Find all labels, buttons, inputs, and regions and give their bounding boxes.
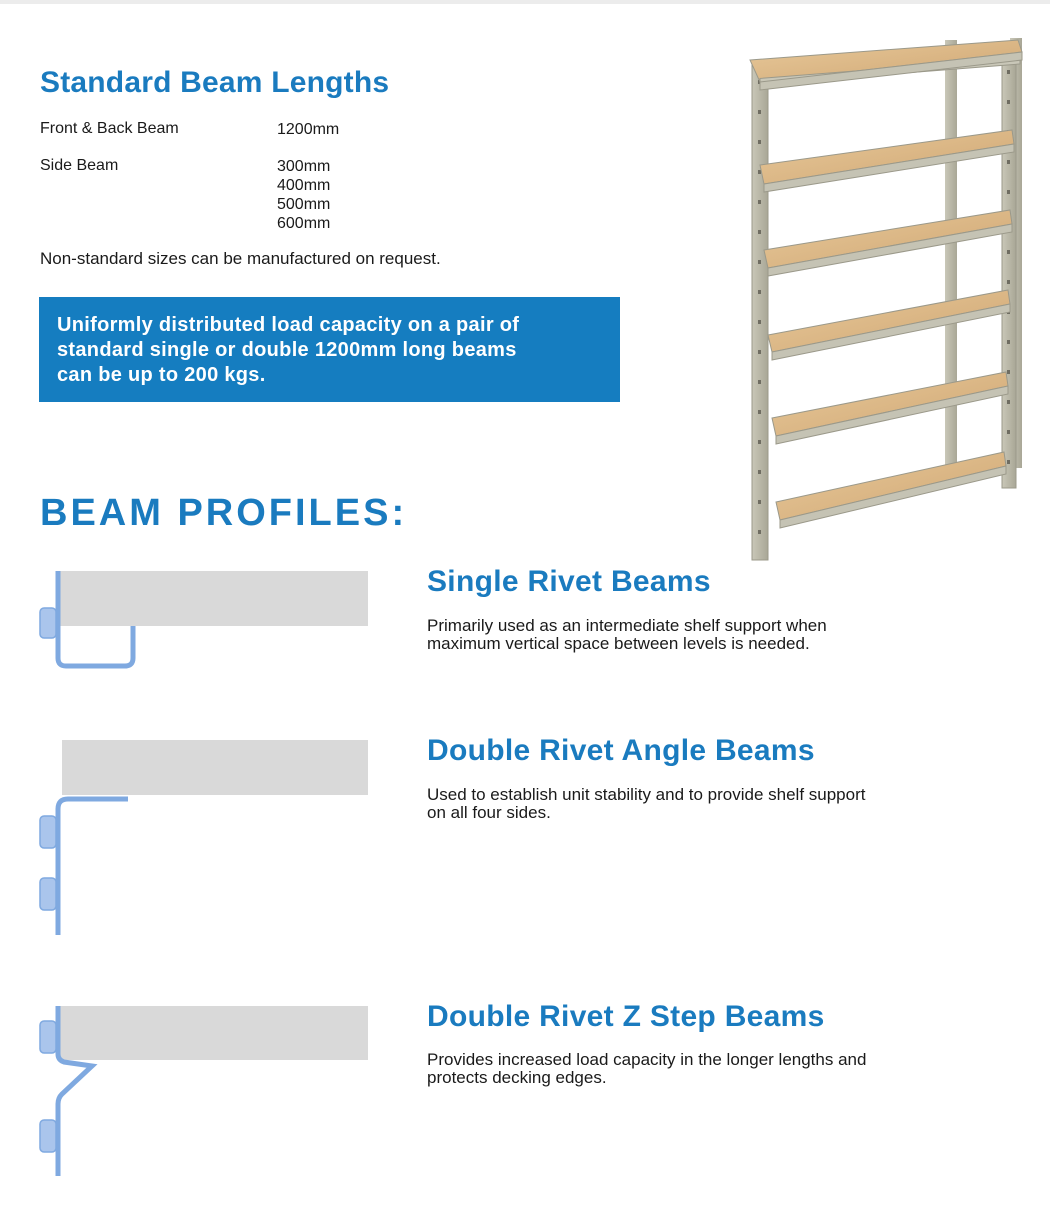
single-rivet-beam-profile-icon xyxy=(30,560,380,680)
description-line: Provides increased load capacity in the longer lengths and xyxy=(427,1050,867,1069)
callout-line: can be up to 200 kgs. xyxy=(57,364,266,386)
side-beam-value: 300mm xyxy=(277,158,331,175)
double-rivet-angle-beam-profile-icon xyxy=(30,730,380,940)
callout-line: Uniformly distributed load capacity on a pair of xyxy=(57,314,520,336)
description-line: on all four sides. xyxy=(427,803,551,822)
callout-line: standard single or double 1200mm long beams xyxy=(57,339,517,361)
description-line: maximum vertical space between levels is needed. xyxy=(427,634,810,653)
double-rivet-angle-description xyxy=(427,786,987,822)
double-rivet-angle-title: Double Rivet Angle Beams xyxy=(427,734,815,767)
single-rivet-description xyxy=(427,617,987,653)
beam-profiles-heading: BEAM PROFILES: xyxy=(40,492,408,534)
double-rivet-z-step-beam-profile-icon xyxy=(30,996,380,1181)
custom-sizes-note: Non-standard sizes can be manufactured on request. xyxy=(40,249,441,268)
description-line: protects decking edges. xyxy=(427,1068,607,1087)
side-beam-value: 400mm xyxy=(277,177,331,194)
description-line: Used to establish unit stability and to provide shelf support xyxy=(427,785,866,804)
double-rivet-z-step-title: Double Rivet Z Step Beams xyxy=(427,1000,825,1033)
front-back-beam-label: Front & Back Beam xyxy=(40,120,179,137)
single-rivet-title: Single Rivet Beams xyxy=(427,565,711,598)
beam-lengths-heading: Standard Beam Lengths xyxy=(40,66,390,99)
shelving-unit-illustration xyxy=(740,20,1040,570)
front-back-beam-value: 1200mm xyxy=(277,121,340,138)
side-beam-value: 600mm xyxy=(277,215,331,232)
description-line: Primarily used as an intermediate shelf support when xyxy=(427,616,827,635)
top-divider xyxy=(0,0,1050,4)
side-beam-value: 500mm xyxy=(277,196,331,213)
double-rivet-z-step-description xyxy=(427,1051,987,1087)
load-capacity-callout xyxy=(39,297,620,402)
side-beam-label: Side Beam xyxy=(40,157,119,174)
